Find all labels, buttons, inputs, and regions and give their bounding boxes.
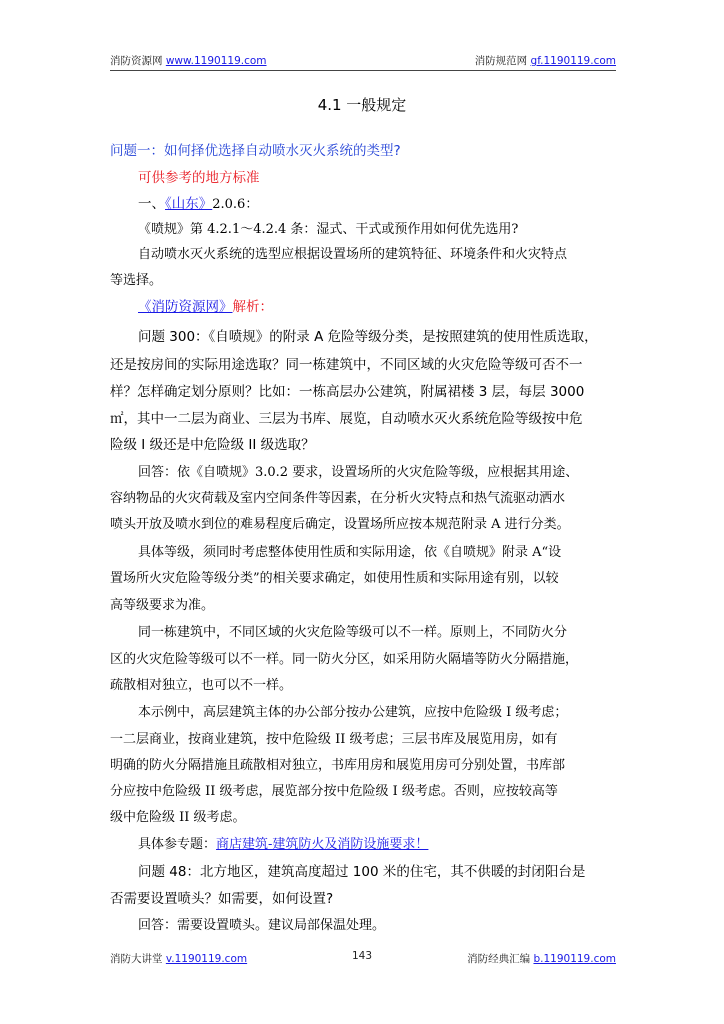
header-right-link[interactable]: gf.1190119.com	[530, 55, 616, 67]
page-header	[110, 52, 616, 71]
a300-line: 明确的防火分隔措施且疏散相对独立，书库用房和展览用房可分别处置，书库部	[110, 758, 566, 773]
footer-left-link[interactable]: v.1190119.com	[165, 953, 248, 965]
header-left-label: 消防资源网	[110, 55, 163, 67]
a300-line: 容纳物品的火灾荷载及室内空间条件等因素，在分析火灾特点和热气流驱动洒水	[110, 491, 566, 506]
a300-line: 回答：依《自喷规》3.0.2 要求，设置场所的火灾危险等级，应根据其用途、	[138, 465, 579, 480]
footer-right-label: 消防经典汇编	[467, 953, 531, 965]
analysis-label: 解析：	[232, 299, 273, 315]
item-one-prefix: 一、	[138, 196, 165, 212]
topic-link[interactable]: 商店建筑-建筑防火及消防设施要求！	[216, 837, 429, 852]
footer-right-link[interactable]: b.1190119.com	[533, 953, 616, 965]
quote-line-3: 等选择。	[110, 273, 163, 288]
header-right	[475, 53, 616, 68]
a300-line: 喷头开放及喷水到位的难易程度后确定，设置场所应按本规范附录 A 进行分类。	[110, 517, 570, 532]
item-one	[138, 195, 258, 214]
topic-line	[138, 836, 428, 854]
a300-line: 级中危险级 II 级考虑。	[110, 810, 246, 825]
a300-line: 置场所火灾危险等级分类”的相关要求确定，如使用性质和实际用途有别，以较	[110, 571, 559, 586]
shandong-link[interactable]: 《山东》	[165, 196, 213, 212]
q48-line: 问题 48：北方地区，建筑高度超过 100 米的住宅，其不供暖的封闭阳台是	[138, 864, 586, 880]
q300-line: 问题 300：《自喷规》的附录 A 危险等级分类，是按照建筑的使用性质选取，	[138, 329, 598, 345]
analysis-heading	[138, 298, 273, 316]
q300-line: ㎡，其中一二层为商业、三层为书库、展览，自动喷水灭火系统危险等级按中危	[110, 411, 583, 427]
section-title: 4.1 一般规定	[317, 96, 407, 114]
a300-line: 具体等级，须同时考虑整体使用性质和实际用途，依《自喷规》附录 A“设	[138, 545, 562, 560]
q300-line: 还是按房间的实际用途选取？同一栋建筑中，不同区域的火灾危险等级可否不一	[110, 357, 583, 373]
reference-heading: 可供参考的地方标准	[138, 170, 260, 186]
a48-line: 回答：需要设置喷头。建议局部保温处理。	[138, 918, 386, 933]
footer-left-label: 消防大讲堂	[110, 953, 163, 965]
item-one-rest: 2.0.6：	[212, 197, 259, 212]
quote-line-2: 自动喷水灭火系统的选型应根据设置场所的建筑特征、环境条件和火灾特点	[138, 247, 568, 262]
header-left	[110, 53, 267, 68]
topic-label: 具体参专题：	[138, 837, 217, 852]
q48-line: 否需要设置喷头？如需要，如何设置?	[110, 891, 334, 907]
a300-line: 一二层商业，按商业建筑，按中危险级 II 级考虑；三层书库及展览用房，如有	[110, 732, 558, 747]
a300-line: 区的火灾危险等级可以不一样。同一防火分区，如采用防火隔墙等防火分隔措施，	[110, 652, 579, 667]
a300-line: 高等级要求为准。	[110, 598, 215, 613]
question-one: 问题一：如何择优选择自动喷水灭火系统的类型?	[110, 143, 401, 159]
quote-line-1: 《喷规》第 4.2.1～4.2.4 条：湿式、干式或预作用如何优先选用?	[138, 222, 519, 237]
analysis-link[interactable]: 《消防资源网》	[138, 299, 233, 315]
a300-line: 疏散相对独立，也可以不一样。	[110, 678, 293, 693]
a300-line: 同一栋建筑中，不同区域的火灾危险等级可以不一样。原则上，不同防火分	[138, 625, 568, 640]
q300-line: 样？怎样确定划分原则？比如：一栋高层办公建筑，附属裙楼 3 层，每层 3000	[110, 384, 585, 400]
a300-line: 分应按中危险级 II 级考虑，展览部分按中危险级 I 级考虑。否则，应按较高等	[110, 784, 558, 799]
page-number: 143	[351, 950, 373, 962]
header-left-link[interactable]: www.1190119.com	[165, 55, 267, 67]
a300-line: 本示例中，高层建筑主体的办公部分按办公建筑，应按中危险级 I 级考虑；	[138, 705, 568, 720]
header-right-label: 消防规范网	[474, 55, 528, 67]
q300-line: 险级 I 级还是中危险级 II 级选取？	[110, 437, 315, 453]
